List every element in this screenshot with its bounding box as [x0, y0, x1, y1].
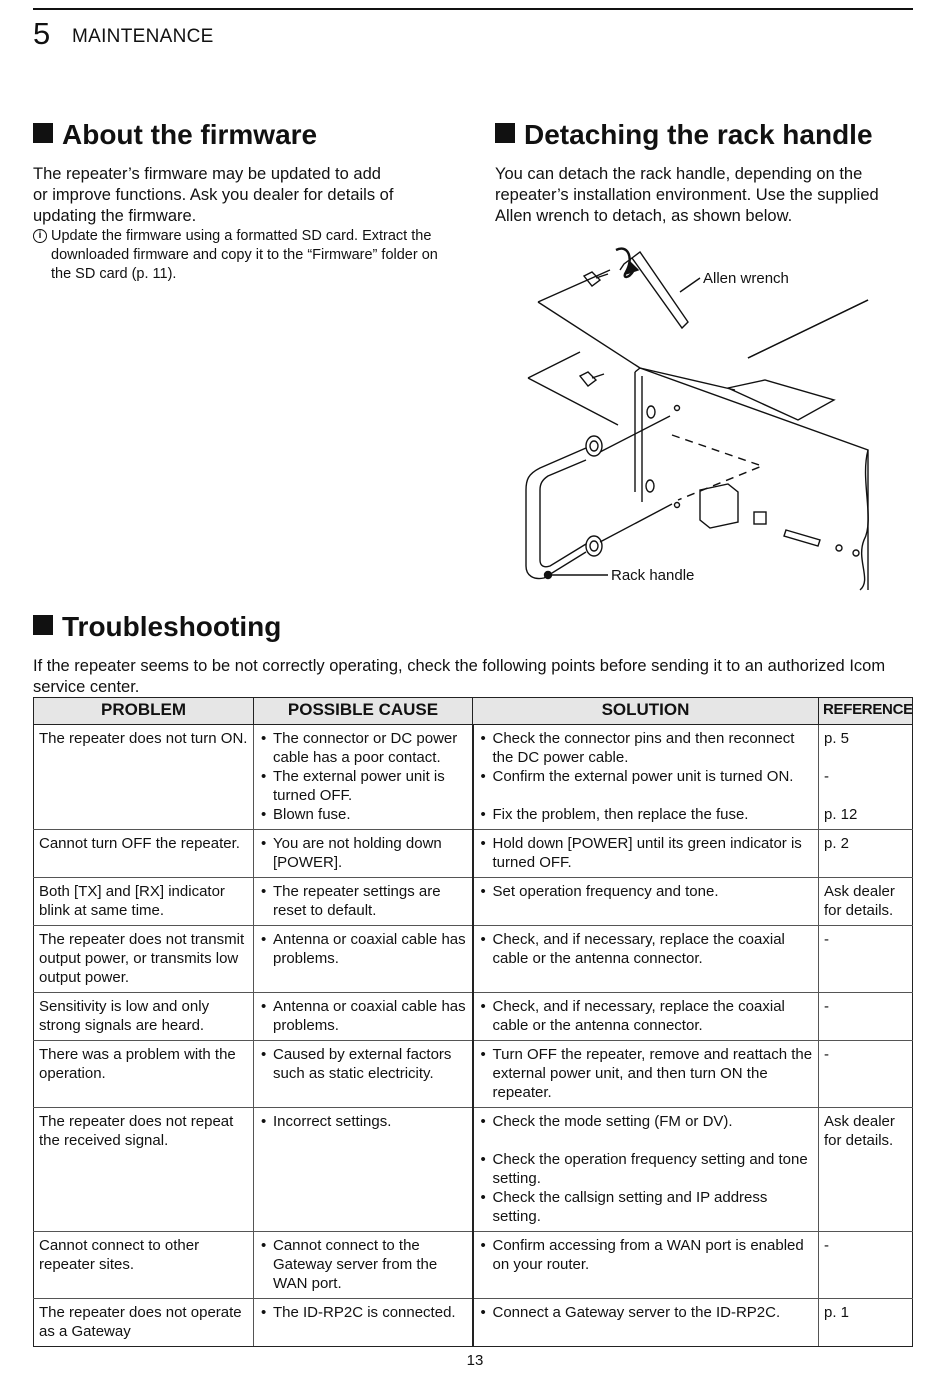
- cause-item: • The repeater settings are reset to default.: [259, 882, 467, 920]
- table-row: [34, 1108, 913, 1232]
- cause-item: • The connector or DC power cable has a poor contact.: [259, 729, 467, 767]
- reference-item: p. 2: [824, 835, 850, 852]
- cause-item: • Blown fuse.: [259, 805, 467, 824]
- cause-cell: [254, 1041, 473, 1108]
- pin-hole: [675, 406, 680, 411]
- firmware-body-line: or improve functions. Ask you dealer for details of: [33, 186, 394, 204]
- solution-cell: [473, 1108, 819, 1232]
- indicator-led: [853, 550, 859, 556]
- chassis-top-left-edge: [538, 302, 640, 368]
- rack-body-line: repeater’s installation environment. Use the supplied: [495, 186, 879, 204]
- firmware-title-text: About the firmware: [62, 119, 318, 150]
- reference-item: -: [824, 998, 829, 1015]
- power-connector: [700, 484, 738, 528]
- reference-item: Ask dealer for details.: [824, 1113, 895, 1149]
- solution-cell: [473, 725, 819, 830]
- firmware-note-text: Update the firmware using a formatted SD card. Extract the downloaded firmware and copy it to the “Firmware” folder on the SD card (p. 11).: [51, 228, 438, 282]
- cause-item: • Incorrect settings.: [259, 1112, 467, 1150]
- column-header-reference: REFERENCE: [819, 698, 913, 725]
- firmware-body-line: The repeater’s firmware may be updated to add: [33, 165, 381, 183]
- reference-item: -: [824, 931, 829, 948]
- chapter-number: 5: [33, 16, 51, 51]
- solution-item: • Check the mode setting (FM or DV).: [479, 1112, 814, 1150]
- cause-item: • Cannot connect to the Gateway server from the WAN port.: [259, 1236, 467, 1293]
- solution-cell: [473, 926, 819, 993]
- column-header-cause: POSSIBLE CAUSE: [254, 698, 473, 725]
- rack-body-line: Allen wrench to detach, as shown below.: [495, 207, 793, 225]
- reference-cell: [819, 1299, 913, 1347]
- rack-handle-illustration: [500, 240, 910, 610]
- solution-item: • Check the callsign setting and IP address setting.: [479, 1188, 814, 1226]
- pin-hole: [675, 503, 680, 508]
- chassis-top-edge: [538, 270, 610, 302]
- problem-cell: Cannot connect to other repeater sites.: [34, 1232, 254, 1299]
- screw-icon: [584, 272, 608, 286]
- solution-cell: [473, 1232, 819, 1299]
- solution-item: • Check, and if necessary, replace the coaxial cable or the antenna connector.: [479, 930, 814, 968]
- problem-cell: Both [TX] and [RX] indicator blink at same time.: [34, 878, 254, 926]
- cause-item: • You are not holding down [POWER].: [259, 834, 467, 872]
- allen-wrench-label: Allen wrench: [703, 270, 789, 287]
- section-square-icon: [33, 123, 53, 143]
- solution-item: • Hold down [POWER] until its green indicator is turned OFF.: [479, 834, 814, 872]
- header-rule: [33, 8, 913, 10]
- cause-cell: [254, 1232, 473, 1299]
- reference-cell: [819, 926, 913, 993]
- section-square-icon: [495, 123, 515, 143]
- reference-item: -: [824, 768, 829, 785]
- firmware-body: [33, 164, 453, 227]
- rack-title-text: Detaching the rack handle: [524, 119, 873, 150]
- label-plate: [728, 380, 834, 420]
- info-icon: i: [33, 229, 47, 243]
- wrench-leader-line: [680, 278, 700, 292]
- reference-cell: [819, 830, 913, 878]
- indicator-led: [836, 545, 842, 551]
- cause-item: • The external power unit is turned OFF.: [259, 767, 467, 805]
- column-header-problem: PROBLEM: [34, 698, 254, 725]
- firmware-section-title: [33, 118, 317, 152]
- reference-cell: [819, 1108, 913, 1232]
- chassis-top-front-edge: [640, 368, 735, 390]
- cause-cell: [254, 878, 473, 926]
- cause-item: • Antenna or coaxial cable has problems.: [259, 997, 467, 1035]
- troubleshooting-intro: If the repeater seems to be not correctly operating, check the following points before sending it to an authorized Icom service center.: [33, 657, 886, 696]
- table-row: [34, 878, 913, 926]
- reference-cell: [819, 878, 913, 926]
- cause-cell: [254, 926, 473, 993]
- cause-cell: [254, 1299, 473, 1347]
- jack-port: [754, 512, 766, 524]
- solution-item: • Confirm accessing from a WAN port is enabled on your router.: [479, 1236, 814, 1293]
- cause-cell: [254, 830, 473, 878]
- solution-cell: [473, 878, 819, 926]
- reference-item: -: [824, 1237, 829, 1254]
- table-row: [34, 926, 913, 993]
- firmware-body-line: updating the firmware.: [33, 207, 197, 225]
- solution-item: • Check the operation frequency setting and tone setting.: [479, 1150, 814, 1188]
- solution-item: • Connect a Gateway server to the ID-RP2C.: [479, 1303, 814, 1322]
- screw-hole-lower: [646, 480, 654, 492]
- solution-item: • Turn OFF the repeater, remove and reattach the external power unit, and then turn ON the repeater.: [479, 1045, 814, 1102]
- problem-cell: The repeater does not operate as a Gateway: [34, 1299, 254, 1347]
- chassis-side-edge: [528, 352, 580, 378]
- table-row: [34, 1299, 913, 1347]
- solution-item: • Check, and if necessary, replace the coaxial cable or the antenna connector.: [479, 997, 814, 1035]
- table-row: [34, 725, 913, 830]
- troubleshooting-table: [33, 697, 913, 1347]
- solution-cell: [473, 830, 819, 878]
- reference-cell: [819, 993, 913, 1041]
- troubleshooting-section-title: [33, 610, 281, 644]
- cause-cell: [254, 725, 473, 830]
- screw-path-lower: [600, 504, 672, 542]
- troubleshooting-title-text: Troubleshooting: [62, 611, 282, 642]
- reference-cell: [819, 725, 913, 830]
- table-body: [34, 725, 913, 1347]
- screw-icon: [580, 372, 604, 386]
- rack-section-title: [495, 118, 873, 152]
- cause-item: • The ID-RP2C is connected.: [259, 1303, 467, 1322]
- sd-slot: [784, 530, 820, 546]
- rack-body-line: You can detach the rack handle, depending on the: [495, 165, 863, 183]
- chassis-side-lower-edge: [528, 378, 618, 425]
- rack-body: [495, 164, 915, 227]
- cause-cell: [254, 993, 473, 1041]
- cause-cell: [254, 1108, 473, 1232]
- alignment-guide: [672, 435, 762, 500]
- reference-item: p. 1: [824, 1304, 850, 1321]
- reference-item: p. 12: [824, 806, 858, 823]
- reference-cell: [819, 1232, 913, 1299]
- cause-item: • Caused by external factors such as static electricity.: [259, 1045, 467, 1102]
- problem-cell: There was a problem with the operation.: [34, 1041, 254, 1108]
- cause-item: • Antenna or coaxial cable has problems.: [259, 930, 467, 968]
- reference-item: Ask dealer for details.: [824, 883, 895, 919]
- top-panel-edge: [748, 300, 868, 358]
- table-row: [34, 993, 913, 1041]
- reference-item: -: [824, 1046, 829, 1063]
- reference-item: p. 5: [824, 730, 850, 747]
- solution-item: • Fix the problem, then replace the fuse.: [479, 805, 814, 824]
- rack-handle: [526, 436, 602, 579]
- problem-cell: Sensitivity is low and only strong signals are heard.: [34, 993, 254, 1041]
- solution-item: • Check the connector pins and then reconnect the DC power cable.: [479, 729, 814, 767]
- page-number: 13: [466, 1352, 484, 1369]
- problem-cell: The repeater does not turn ON.: [34, 725, 254, 830]
- rack-handle-label: Rack handle: [611, 567, 695, 584]
- solution-cell: [473, 993, 819, 1041]
- screw-hole-upper: [647, 406, 655, 418]
- table-row: [34, 1232, 913, 1299]
- problem-cell: The repeater does not transmit output power, or transmits low output power.: [34, 926, 254, 993]
- table-row: [34, 830, 913, 878]
- solution-item: • Set operation frequency and tone.: [479, 882, 814, 920]
- solution-cell: [473, 1041, 819, 1108]
- chapter-title: MAINTENANCE: [72, 26, 214, 47]
- section-square-icon: [33, 615, 53, 635]
- solution-cell: [473, 1299, 819, 1347]
- front-panel-break: [860, 450, 868, 590]
- table-header-row: [34, 698, 913, 725]
- reference-cell: [819, 1041, 913, 1108]
- column-header-solution: SOLUTION: [473, 698, 819, 725]
- solution-item: • Confirm the external power unit is turned ON.: [479, 767, 814, 805]
- problem-cell: The repeater does not repeat the received signal.: [34, 1108, 254, 1232]
- problem-cell: Cannot turn OFF the repeater.: [34, 830, 254, 878]
- firmware-note: [33, 227, 461, 284]
- table-row: [34, 1041, 913, 1108]
